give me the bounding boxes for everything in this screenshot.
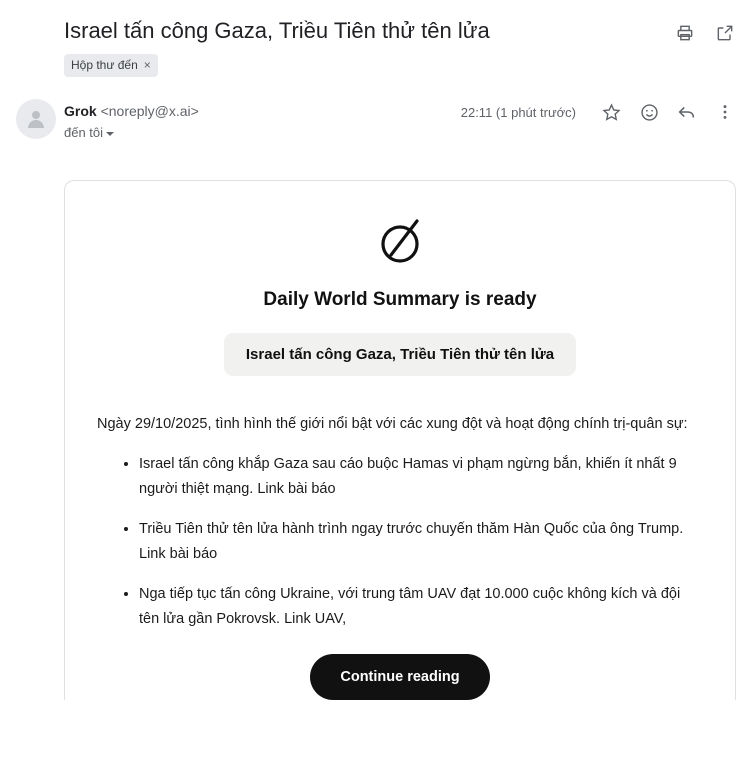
sender-info [56,99,461,140]
printer-icon[interactable] [674,22,696,44]
emoji-react-icon[interactable] [638,101,660,123]
headline-pill: Israel tấn công Gaza, Triều Tiên thử tên lửa [224,333,576,376]
email-title: Daily World Summary is ready [263,289,537,310]
headline-wrap [97,333,703,376]
page-title: Israel tấn công Gaza, Triều Tiên thử tên lửa [64,18,490,43]
more-options-icon[interactable] [714,101,736,123]
reply-icon[interactable] [676,101,698,123]
sender-name[interactable]: Grok [64,103,97,119]
sender-line [64,101,461,121]
recipient-toggle[interactable] [64,125,461,140]
sender-row [0,77,752,140]
subject-row [0,0,752,46]
email-body-card [64,180,736,700]
chevron-down-icon[interactable] [106,132,114,136]
message-actions [461,99,736,123]
open-in-new-window-icon[interactable] [714,22,736,44]
list-item: • Nga tiếp tục tấn công Ukraine, với trung tâm UAV đạt 10.000 cuộc không kích và đội tên lửa gần Pokrovsk. Link UAV, [139,582,703,632]
label-text: Hộp thư đến [71,58,138,72]
recipient-label: đến tôi [64,125,104,140]
summary-list [97,452,703,632]
timestamp: 22:11 (1 phút trước) [460,104,576,120]
continue-reading-button[interactable]: Continue reading [310,654,489,700]
label-row [0,46,752,77]
list-item: • Israel tấn công khắp Gaza sau cáo buộc Hamas vi phạm ngừng bắn, khiến ít nhất 9 người thiệt mạng. Link bài báo [139,452,703,502]
close-icon[interactable]: × [143,58,151,72]
list-item: • Triều Tiên thử tên lửa hành trình ngay trước chuyến thăm Hàn Quốc của ông Trump. Link bài báo [139,517,703,567]
avatar[interactable] [16,99,56,139]
star-icon[interactable] [600,101,622,123]
cta-wrap [97,654,703,700]
grok-logo [97,215,703,269]
sender-email[interactable]: <noreply@x.ai> [100,103,199,119]
intro-paragraph: Ngày 29/10/2025, tình hình thế giới nổi bật với các xung đột và hoạt động chính trị-quân sự: [97,416,688,432]
header-actions [674,16,736,44]
status-badge[interactable] [64,54,158,77]
